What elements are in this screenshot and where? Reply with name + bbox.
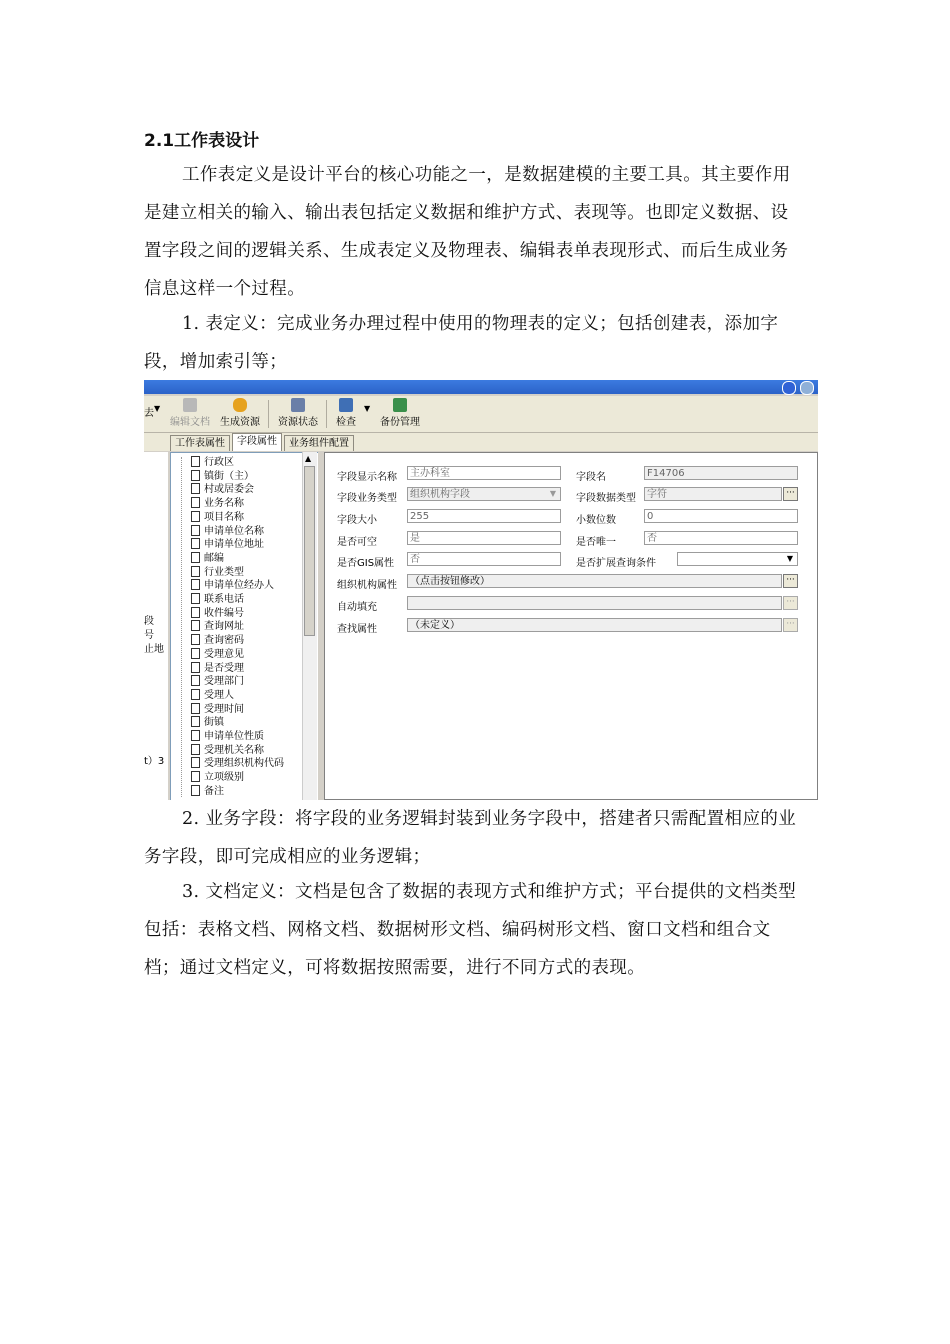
tree-item-label: 业务名称: [204, 498, 244, 510]
tree-item[interactable]: [191, 525, 264, 538]
document-icon: [191, 552, 200, 563]
tree-item-label: 邮编: [204, 552, 224, 564]
left-pane-fragment: [144, 452, 168, 800]
unique-label: 是否唯一: [576, 537, 616, 548]
gis-input[interactable]: 否: [407, 552, 561, 566]
toolbar-cut-label: 去: [144, 408, 154, 419]
document-icon: [191, 675, 200, 686]
check-button[interactable]: 检查: [336, 398, 356, 428]
section-heading: 2.1工作表设计: [144, 131, 260, 151]
unique-input[interactable]: 否: [644, 531, 798, 545]
tree-item[interactable]: [191, 703, 244, 716]
tree-item-label: 镇街（主）: [204, 470, 254, 482]
tree-item-label: 受理部门: [204, 676, 244, 688]
biz-type-label: 字段业务类型: [337, 493, 397, 504]
ext-query-label: 是否扩展查询条件: [576, 558, 656, 569]
toolbar-separator: [326, 400, 327, 428]
document-icon: [191, 703, 200, 714]
tab-worksheet-props[interactable]: 工作表属性: [170, 435, 230, 451]
tree-item[interactable]: [191, 648, 244, 661]
tree-item[interactable]: [191, 552, 224, 565]
tree-item[interactable]: [191, 497, 244, 510]
left-cut-label: 段: [144, 616, 154, 627]
tree-item-label: 受理意见: [204, 648, 244, 660]
document-icon: [191, 593, 200, 604]
database-icon: [233, 398, 247, 412]
data-type-more-button[interactable]: ···: [783, 487, 798, 501]
document-icon: [191, 525, 200, 536]
document-icon: [191, 483, 200, 494]
field-display-name-input[interactable]: 主办科室: [407, 466, 561, 480]
document-icon: [191, 607, 200, 618]
tree-item[interactable]: [191, 593, 244, 606]
backup-button[interactable]: 备份管理: [380, 398, 420, 428]
item-3-paragraph: 3. 文档定义：文档是包含了数据的表现方式和维护方式；平台提供的文档类型包括：表格文档、网格文档、数据树形文档、编码树形文档、窗口文档和组合文档；通过文档定义，可将数据按照需要，进行不同方式的表现。: [144, 882, 797, 978]
document-icon: [191, 497, 200, 508]
tree-item[interactable]: [191, 511, 244, 524]
document-icon: [191, 538, 200, 549]
biz-type-select[interactable]: 组织机构字段: [407, 487, 561, 501]
document-icon: [191, 634, 200, 645]
tree-item-label: 村或居委会: [204, 484, 254, 496]
edit-doc-icon: [183, 398, 197, 412]
left-cut-label: 止地: [144, 644, 164, 655]
data-type-label: 字段数据类型: [576, 493, 636, 504]
ext-query-select[interactable]: [677, 552, 798, 566]
chevron-down-icon[interactable]: ▼: [786, 554, 794, 563]
tree-item-label: 申请单位经办人: [204, 580, 274, 592]
tree-item-label: 行业类型: [204, 566, 244, 578]
item-1-paragraph: 1. 表定义：完成业务办理过程中使用的物理表的定义；包括创建表，添加字段，增加索引等；: [144, 314, 779, 372]
tree-item[interactable]: [191, 730, 264, 743]
tree-item-label: 受理机关名称: [204, 744, 264, 756]
size-label: 字段大小: [337, 515, 377, 526]
document-icon: [191, 470, 200, 481]
tree-item-label: 受理人: [204, 689, 234, 701]
document-icon: [191, 744, 200, 755]
tree-item[interactable]: [191, 675, 244, 688]
autofill-input[interactable]: [407, 596, 782, 610]
status-icon: [291, 398, 305, 412]
tab-field-props[interactable]: 字段属性: [232, 433, 282, 451]
tree-item[interactable]: [191, 456, 234, 469]
document-icon: [191, 566, 200, 577]
document-icon: [191, 757, 200, 768]
size-input[interactable]: 255: [407, 509, 561, 523]
lookup-input[interactable]: （未定义）: [407, 618, 782, 632]
scroll-thumb[interactable]: [304, 466, 315, 636]
tree-item-label: 行政区: [204, 457, 234, 468]
autofill-more-button[interactable]: ···: [783, 596, 798, 610]
edit-doc-button[interactable]: 编辑文档: [170, 398, 210, 428]
org-attr-more-button[interactable]: ···: [783, 574, 798, 588]
autofill-label: 自动填充: [337, 602, 377, 613]
tree-item-label: 是否受理: [204, 662, 244, 674]
lookup-label: 查找属性: [337, 624, 377, 635]
tree-item[interactable]: [191, 483, 254, 496]
tree-item[interactable]: [191, 538, 264, 551]
document-icon: [191, 771, 200, 782]
tree-item-label: 备注: [204, 785, 224, 797]
window-titlebar: [144, 380, 818, 394]
dropdown-arrow-icon[interactable]: ▼: [154, 404, 161, 413]
item-2-paragraph: 2. 业务字段：将字段的业务逻辑封装到业务字段中，搭建者只需配置相应的业务字段，即可完成相应的业务逻辑；: [144, 809, 797, 867]
gis-label: 是否GIS属性: [337, 558, 395, 569]
scroll-up-icon[interactable]: ▲: [305, 454, 312, 463]
tree-item-label: 查询密码: [204, 635, 244, 647]
org-attr-label: 组织机构属性: [337, 580, 397, 591]
tree-item[interactable]: [191, 757, 284, 770]
field-display-name-label: 字段显示名称: [337, 472, 397, 483]
nullable-label: 是否可空: [337, 537, 377, 548]
tab-biz-component[interactable]: 业务组件配置: [284, 435, 354, 451]
field-name-label: 字段名: [576, 472, 606, 483]
tree-item-label: 立项级别: [204, 772, 244, 784]
resource-status-button[interactable]: 资源状态: [278, 398, 318, 428]
tree-item-label: 受理时间: [204, 703, 244, 715]
field-tree: [170, 452, 320, 800]
globe-icon[interactable]: [800, 381, 814, 395]
field-property-form: [324, 452, 818, 800]
tree-item[interactable]: [191, 579, 274, 592]
document-icon: [191, 511, 200, 522]
backup-icon: [393, 398, 407, 412]
nullable-input[interactable]: 是: [407, 531, 561, 545]
tree-item[interactable]: [191, 785, 224, 798]
tree-item[interactable]: [191, 689, 234, 702]
data-type-input[interactable]: 字符: [644, 487, 782, 501]
lookup-more-button[interactable]: ···: [783, 618, 798, 632]
tree-item-label: 联系电话: [204, 594, 244, 605]
field-name-input[interactable]: F14706: [644, 466, 798, 480]
tree-item-label: 申请单位性质: [204, 731, 264, 742]
document-icon: [191, 689, 200, 700]
tab-bar: [144, 433, 818, 451]
check-icon: [339, 398, 353, 412]
tree-item[interactable]: [191, 566, 244, 579]
decimals-label: 小数位数: [576, 515, 616, 526]
tree-item-label: 项目名称: [204, 511, 244, 523]
tree-item[interactable]: [191, 634, 244, 647]
left-cut-label: t）3: [144, 756, 165, 767]
toolbar-separator: [268, 400, 269, 428]
intro-paragraph: 工作表定义是设计平台的核心功能之一，是数据建模的主要工具。其主要作用是建立相关的输入、输出表包括定义数据和维护方式、表现等。也即定义数据、设置字段之间的逻辑关系、生成表定义及物理表、编辑表单表现形式、而后生成业务信息这样一个过程。: [144, 165, 791, 299]
tree-scrollbar[interactable]: [302, 452, 317, 800]
document-icon: [191, 620, 200, 631]
tree-item-label: 申请单位名称: [204, 525, 264, 537]
tree-item-label: 受理组织机构代码: [204, 758, 284, 770]
tree-connector: [181, 457, 182, 797]
tree-item-label: 查询网址: [204, 621, 244, 633]
document-icon: [191, 456, 200, 467]
tree-item-label: 街镇: [204, 717, 224, 729]
toolbar: [144, 396, 818, 433]
org-attr-input[interactable]: （点击按钮修改）: [407, 574, 782, 588]
tree-item[interactable]: [191, 716, 224, 729]
tree-item-label: 申请单位地址: [204, 539, 264, 551]
app-screenshot: [144, 380, 818, 800]
gen-resource-button[interactable]: 生成资源: [220, 398, 260, 428]
document-icon: [191, 579, 200, 590]
document-icon: [191, 662, 200, 673]
tree-item[interactable]: [191, 607, 244, 620]
tree-item[interactable]: [191, 662, 244, 675]
left-cut-label: 号: [144, 630, 154, 641]
tree-item[interactable]: [191, 620, 244, 633]
tree-item-label: 收件编号: [204, 607, 244, 619]
tree-item[interactable]: [191, 771, 244, 784]
chevron-down-icon[interactable]: ▼: [549, 489, 557, 498]
tree-item[interactable]: [191, 744, 264, 757]
document-icon: [191, 648, 200, 659]
tree-item[interactable]: [191, 470, 254, 483]
document-icon: [191, 730, 200, 741]
decimals-input[interactable]: 0: [644, 509, 798, 523]
document-icon: [191, 785, 200, 796]
document-icon: [191, 716, 200, 727]
check-dropdown-icon[interactable]: ▼: [364, 404, 371, 413]
info-icon[interactable]: [782, 381, 796, 395]
